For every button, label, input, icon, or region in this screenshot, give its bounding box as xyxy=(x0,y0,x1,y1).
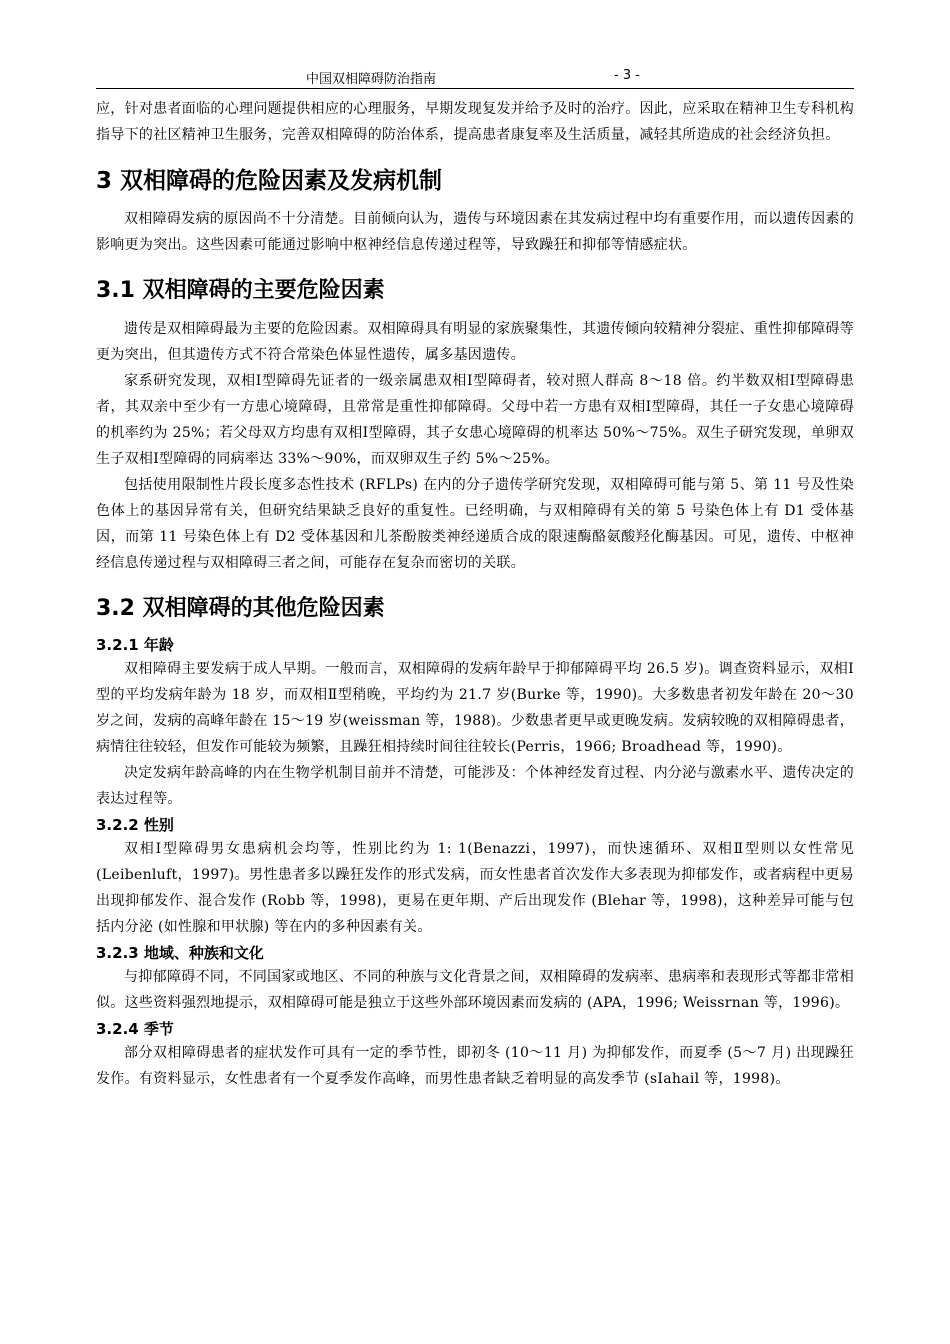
section-3-1-paragraph: 遗传是双相障碍最为主要的危险因素。双相障碍具有明显的家族聚集性，其遗传倾向较精神分裂症、重性抑郁障碍等更为突出，但其遗传方式不符合常染色体显性遗传，属多基因遗传。 xyxy=(96,321,854,363)
section-3-heading: 3 双相障碍的危险因素及发病机制 xyxy=(96,168,443,194)
running-header xyxy=(96,66,854,89)
section-3-paragraph: 双相障碍发病的原因尚不十分清楚。目前倾向认为，遗传与环境因素在其发病过程中均有重要作用，而以遗传因素的影响更为突出。这些因素可能通过影响中枢神经信息传递过程等，导致躁狂和抑郁等情感症状。 xyxy=(96,211,854,253)
section-3-2-1-heading: 3.2.1 年龄 xyxy=(96,636,174,654)
section-3-2-2-heading: 3.2.2 性别 xyxy=(96,816,174,834)
section-3-2-2-paragraph: 双相Ⅰ型障碍男女患病机会均等，性别比约为 1: 1(Benazzi，1997)，而快速循环、双相Ⅱ型则以女性常见(Leibenluft，1997)。男性患者多以躁狂发作的形式发病，而女性患者首次发作大多表现为抑郁发作，或者病程中更易出现抑郁发作、混合发作 (Robb 等，1998)，更易在更年期、产后出现发作 (Blehar 等，1998)，这种差异可能与包括内分泌 (如性腺和甲状腺) 等在内的多种因素有关。 xyxy=(96,841,854,935)
document-body xyxy=(96,96,854,1092)
section-3-1-heading: 3.1 双相障碍的主要危险因素 xyxy=(96,278,385,303)
section-3-2-4-heading: 3.2.4 季节 xyxy=(96,1020,174,1038)
section-3-2-3-paragraph: 与抑郁障碍不同，不同国家或地区、不同的种族与文化背景之间，双相障碍的发病率、患病率和表现形式等都非常相似。这些资料强烈地提示，双相障碍可能是独立于这些外部环境因素而发病的 (APA，1996; Weissrnan 等，1996)。 xyxy=(96,969,854,1011)
section-3-2-heading: 3.2 双相障碍的其他危险因素 xyxy=(96,596,385,621)
section-3-2-4-paragraph: 部分双相障碍患者的症状发作可具有一定的季节性，即初冬 (10～11 月) 为抑郁发作，而夏季 (5～7 月) 出现躁狂发作。有资料显示，女性患者有一个夏季发作高峰，而男性患者缺乏着明显的高发季节 (sIahail 等，1998)。 xyxy=(96,1045,854,1087)
section-3-2-1-paragraph: 双相障碍主要发病于成人早期。一般而言，双相障碍的发病年龄早于抑郁障碍平均 26.5 岁)。调查资料显示，双相Ⅰ型的平均发病年龄为 18 岁，而双相Ⅱ型稍晚，平均约为 21.7 岁(Burke 等，1990)。大多数患者初发年龄在 20～30 岁之间，发病的高峰年龄在 15～19 岁(weissman 等，1988)。少数患者更早或更晚发病。发病较晚的双相障碍患者，病情往往较轻，但发作可能较为频繁，且躁狂相持续时间往往较长(Perris，1966; Broadhead 等，1990)。 xyxy=(96,661,854,755)
section-3-1-paragraph: 家系研究发现，双相Ⅰ型障碍先证者的一级亲属患双相Ⅰ型障碍者，较对照人群高 8～18 倍。约半数双相Ⅰ型障碍患者，其双亲中至少有一方患心境障碍，且常常是重性抑郁障碍。父母中若一方患有双相Ⅰ型障碍，其任一子女患心境障碍的机率约为 25%；若父母双方均患有双相Ⅰ型障碍，其子女患心境障碍的机率达 50%～75%。双生子研究发现，单卵双生子双相Ⅰ型障碍的同病率达 33%～90%，而双卵双生子约 5%～25%。 xyxy=(96,373,854,467)
section-3-2-3-heading: 3.2.3 地域、种族和文化 xyxy=(96,944,264,962)
intro-paragraph: 应，针对患者面临的心理问题提供相应的心理服务，早期发现复发并给予及时的治疗。因此，应采取在精神卫生专科机构指导下的社区精神卫生服务，完善双相障碍的防治体系，提高患者康复率及生活质量，减轻其所造成的社会经济负担。 xyxy=(96,101,854,143)
page-number: - 3 - xyxy=(614,68,640,83)
header-title: 中国双相障碍防治指南 xyxy=(306,72,437,87)
section-3-2-1-paragraph: 决定发病年龄高峰的内在生物学机制目前并不清楚，可能涉及：个体神经发育过程、内分泌与激素水平、遗传决定的表达过程等。 xyxy=(96,765,854,807)
section-3-1-paragraph: 包括使用限制性片段长度多态性技术 (RFLPs) 在内的分子遗传学研究发现，双相障碍可能与第 5、第 11 号及性染色体上的基因异常有关，但研究结果缺乏良好的重复性。已经明确，与双相障碍有关的第 5 号染色体上有 D1 受体基因，而第 11 号染色体上有 D2 受体基因和儿茶酚胺类神经递质合成的限速酶酪氨酸羟化酶基因。可见，遗传、中枢神经信息传递过程与双相障碍三者之间，可能存在复杂而密切的关联。 xyxy=(96,477,854,571)
